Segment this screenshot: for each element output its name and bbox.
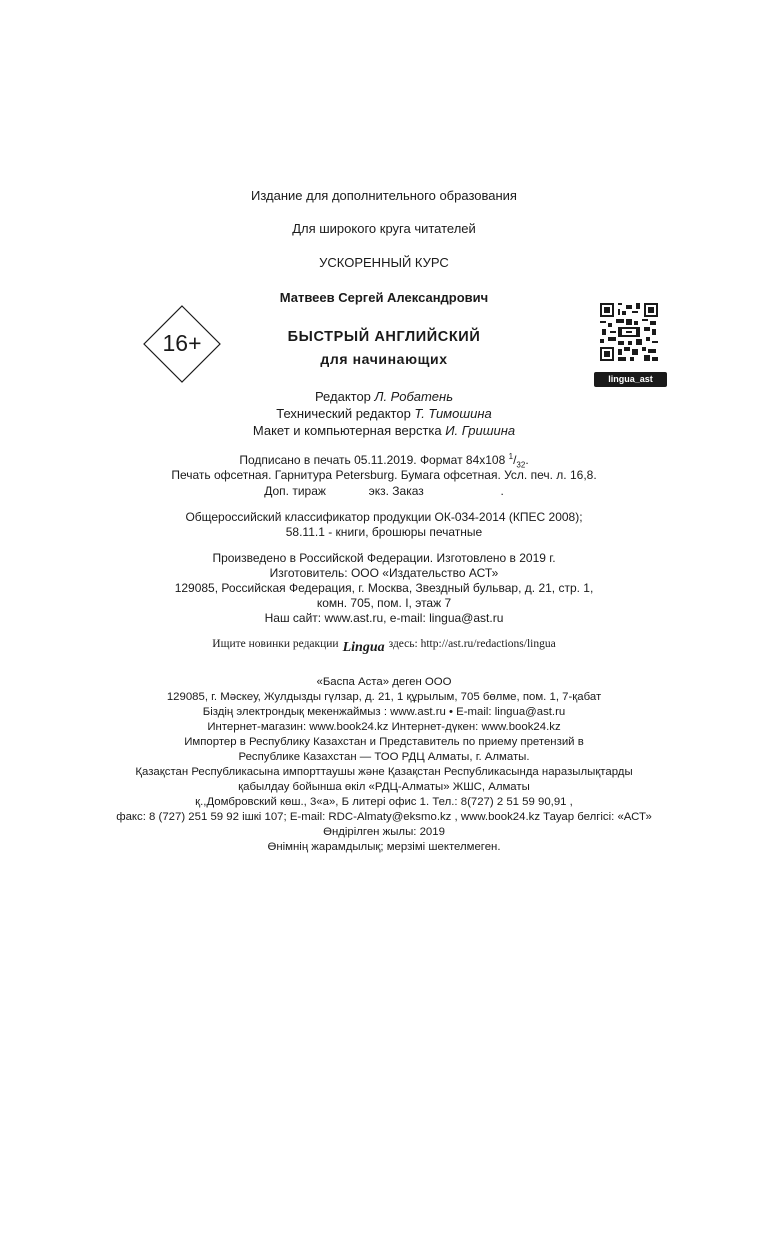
kz-line-4: Интернет-магазин: www.book24.kz Интернет-дүкен: www.book24.kz — [207, 721, 561, 733]
kz-line-6: Республике Казахстан — ТОО РДЦ Алматы, г. Алматы. — [238, 751, 530, 763]
editor-role: Редактор — [314, 389, 371, 404]
qr-label: lingua_ast — [594, 372, 667, 387]
kz-line-3: Біздің электрондық мекенжаймыз : www.ast.ru • E-mail: lingua@ast.ru — [202, 706, 566, 718]
kz-line-5: Импортер в Республику Казахстан и Представитель по приему претензий в — [184, 736, 584, 748]
book-subtitle: для начинающих — [320, 351, 448, 367]
tech-editor-name: Т. Тимошина — [414, 406, 492, 421]
kz-line-7: Қазақстан Республикасына импорттаушы және Қазақстан Республикасында наразылықтарды — [135, 766, 633, 778]
manufacturer-line-3: 129085, Российская Федерация, г. Москва, Звездный бульвар, д. 21, стр. 1, — [174, 581, 594, 595]
author-name: Матвеев Сергей Александрович — [279, 290, 489, 305]
print-signed-line: Подписано в печать 05.11.2019. Формат 84x108 $^1/_{32}$. — [239, 452, 529, 470]
age-rating-text: 16+ — [162, 330, 202, 356]
editor-name: Л. Робатень — [374, 389, 454, 404]
manufacturer-line-2: Изготовитель: ООО «Издательство АСТ» — [269, 566, 499, 580]
layout-editor-role: Макет и компьютерная верстка — [252, 423, 442, 438]
manufacturer-line-4: комн. 705, пом. I, этаж 7 — [316, 596, 452, 610]
classifier-line-2: 58.11.1 - книги, брошюры печатные — [285, 525, 483, 539]
manufacturer-line-5: Наш сайт: www.ast.ru, e-mail: lingua@ast.ru — [264, 611, 504, 625]
kz-line-9: қ.,Домбровский көш., 3«а», Б литері офис 1. Тел.: 8(727) 2 51 59 90,91 , — [195, 796, 573, 808]
kz-line-10: факс: 8 (727) 251 59 92 ішкі 107; E-mail: RDC-Almaty@eksmo.kz , www.book24.kz Тауар белгісі: «АСТ» — [116, 811, 652, 823]
promo-line: Ищите новинки редакции Lingua здесь: http://ast.ru/redactions/lingua — [212, 638, 556, 655]
series-name: УСКОРЕННЫЙ КУРС — [319, 255, 449, 270]
print-run-line: Доп. тираж экз. Заказ . — [264, 484, 504, 498]
audience: Для широкого круга читателей — [292, 221, 476, 236]
print-details-line: Печать офсетная. Гарнитура Petersburg. Бумага офсетная. Усл. печ. л. 16,8. — [171, 468, 597, 482]
tech-editor-role: Технический редактор — [276, 406, 411, 421]
kz-line-2: 129085, г. Мәскеу, Жулдызды гүлзар, д. 21, 1 құрылым, 705 бөлме, пом. 1, 7-қабат — [166, 691, 602, 703]
kz-line-1: «Баспа Аста» деген ООО — [316, 676, 452, 688]
editor-line — [0, 389, 768, 404]
kz-line-12: Өнімнің жарамдылық; мерзімі шектелмеген. — [267, 841, 501, 853]
kz-line-11: Өндірілген жылы: 2019 — [323, 826, 445, 838]
kz-line-8: қабылдау бойынша өкіл «РДЦ-Алматы» ЖШС, Алматы — [238, 781, 530, 793]
manufacturer-line-1: Произведено в Российской Федерации. Изготовлено в 2019 г. — [212, 551, 556, 565]
classifier-line-1: Общероссийский классификатор продукции ОК-034-2014 (КПЕС 2008); — [185, 510, 583, 524]
tech-editor-line — [0, 406, 768, 421]
lingua-logo: Lingua — [342, 640, 385, 655]
book-title: БЫСТРЫЙ АНГЛИЙСКИЙ — [287, 329, 481, 345]
layout-editor-name: И. Гришина — [445, 423, 516, 438]
layout-editor-line — [0, 423, 768, 438]
qr-code-icon — [600, 303, 658, 361]
edition-type: Издание для дополнительного образования — [251, 188, 517, 203]
